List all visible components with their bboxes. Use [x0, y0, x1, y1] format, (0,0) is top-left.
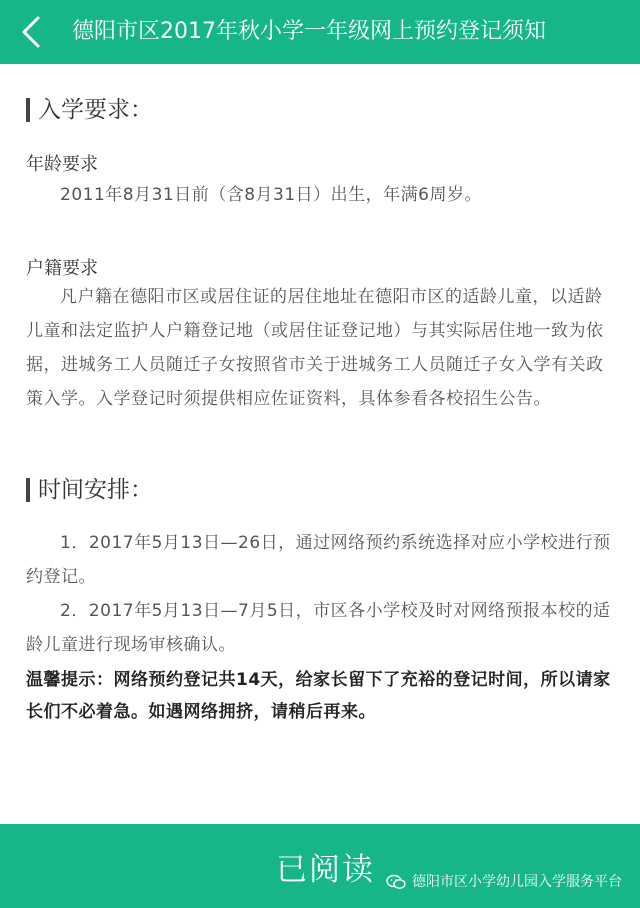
- schedule-item-1: 1．2017年5月13日—26日，通过网络预约系统选择对应小学校进行预约登记。: [26, 533, 611, 587]
- section-heading-enroll: 入学要求：: [26, 96, 153, 124]
- back-button[interactable]: [14, 10, 54, 54]
- hukou-requirement-text: 凡户籍在德阳市区或居住证的居住地址在德阳市区的适龄儿童，以适龄儿童和法定监护人户籍登记地（或居住证登记地）与其实际居住地一致为依据，进城务工人员随迁子女按照省市关于进城务工人员随迁子女入学有关政策入学。入学登记时须提供相应佐证资料，具体参看各校招生公告。: [26, 287, 604, 409]
- bottom-bar: [0, 824, 640, 908]
- schedule-item-2: 2．2017年5月13日—7月5日，市区各小学校及时对网络预报本校的适龄儿童进行现场审核确认。: [26, 601, 611, 655]
- section-heading-schedule: 时间安排：: [26, 476, 153, 504]
- page-title: 德阳市区2017年秋小学一年级网上预约登记须知: [72, 19, 546, 44]
- age-requirement-text: 2011年8月31日前（含8月31日）出生，年满6周岁。: [60, 185, 482, 205]
- top-bar: [0, 0, 640, 64]
- hukou-requirement-title: 户籍要求: [26, 258, 98, 279]
- watermark: [386, 870, 622, 894]
- age-requirement-title: 年龄要求: [26, 154, 98, 175]
- chevron-left-icon: [14, 10, 54, 54]
- watermark-text: 德阳市区小学幼儿园入学服务平台: [412, 874, 622, 890]
- warm-tip: 温馨提示：网络预约登记共14天，给家长留下了充裕的登记时间，所以请家长们不必着急。如遇网络拥挤，请稍后再来。: [26, 670, 611, 722]
- wechat-icon: [386, 874, 406, 890]
- read-confirm-button[interactable]: 已阅读: [276, 852, 375, 888]
